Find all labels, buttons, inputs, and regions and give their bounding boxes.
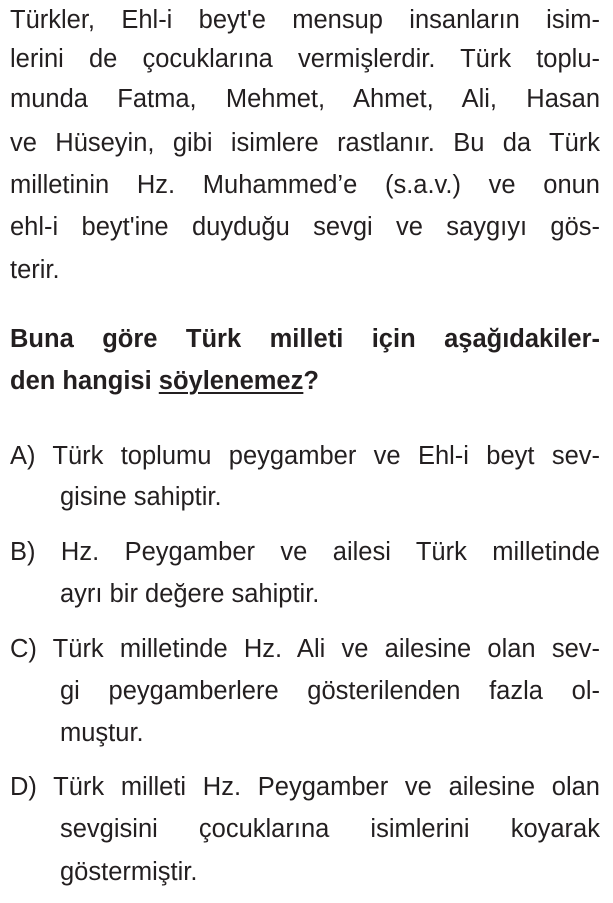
question-mark: ?: [303, 367, 319, 395]
passage-line: ve Hüseyin, gibi isimlere rastlanır. Bu da Türk: [10, 129, 600, 157]
option-line: sevgisini çocuklarına isimlerini koyarak: [60, 815, 600, 843]
passage-line: lerini de çocuklarına vermişlerdir. Türk toplu-: [10, 45, 600, 73]
option-line: gisine sahiptir.: [60, 483, 222, 511]
negative-keyword: söylenemez: [158, 367, 304, 395]
option-line: ayrı bir değere sahiptir.: [60, 580, 320, 608]
option-line: D) Türk milleti Hz. Peygamber ve ailesine olan: [10, 773, 600, 801]
question-line: Buna göre Türk milleti için aşağıdakiler-: [10, 325, 600, 353]
passage-line: Türkler, Ehl-i beyt'e mensup insanların isim-: [10, 6, 600, 34]
option-line: gi peygamberlere gösterilenden fazla ol-: [60, 677, 600, 705]
passage-line: terir.: [10, 256, 60, 284]
question-text: den hangisi: [10, 367, 159, 395]
passage-line: milletinin Hz. Muhammed’e (s.a.v.) ve onun: [10, 171, 600, 199]
option-line: A) Türk toplumu peygamber ve Ehl-i beyt sev-: [10, 442, 600, 470]
option-line: muştur.: [60, 719, 144, 747]
option-line: göstermiştir.: [60, 858, 198, 886]
option-line: B) Hz. Peygamber ve ailesi Türk milletinde: [10, 538, 600, 566]
option-line: C) Türk milletinde Hz. Ali ve ailesine olan sev-: [10, 635, 600, 663]
passage-line: munda Fatma, Mehmet, Ahmet, Ali, Hasan: [10, 85, 600, 113]
question-line: [10, 364, 600, 398]
passage-line: ehl-i beyt'ine duyduğu sevgi ve saygıyı gös-: [10, 213, 600, 241]
